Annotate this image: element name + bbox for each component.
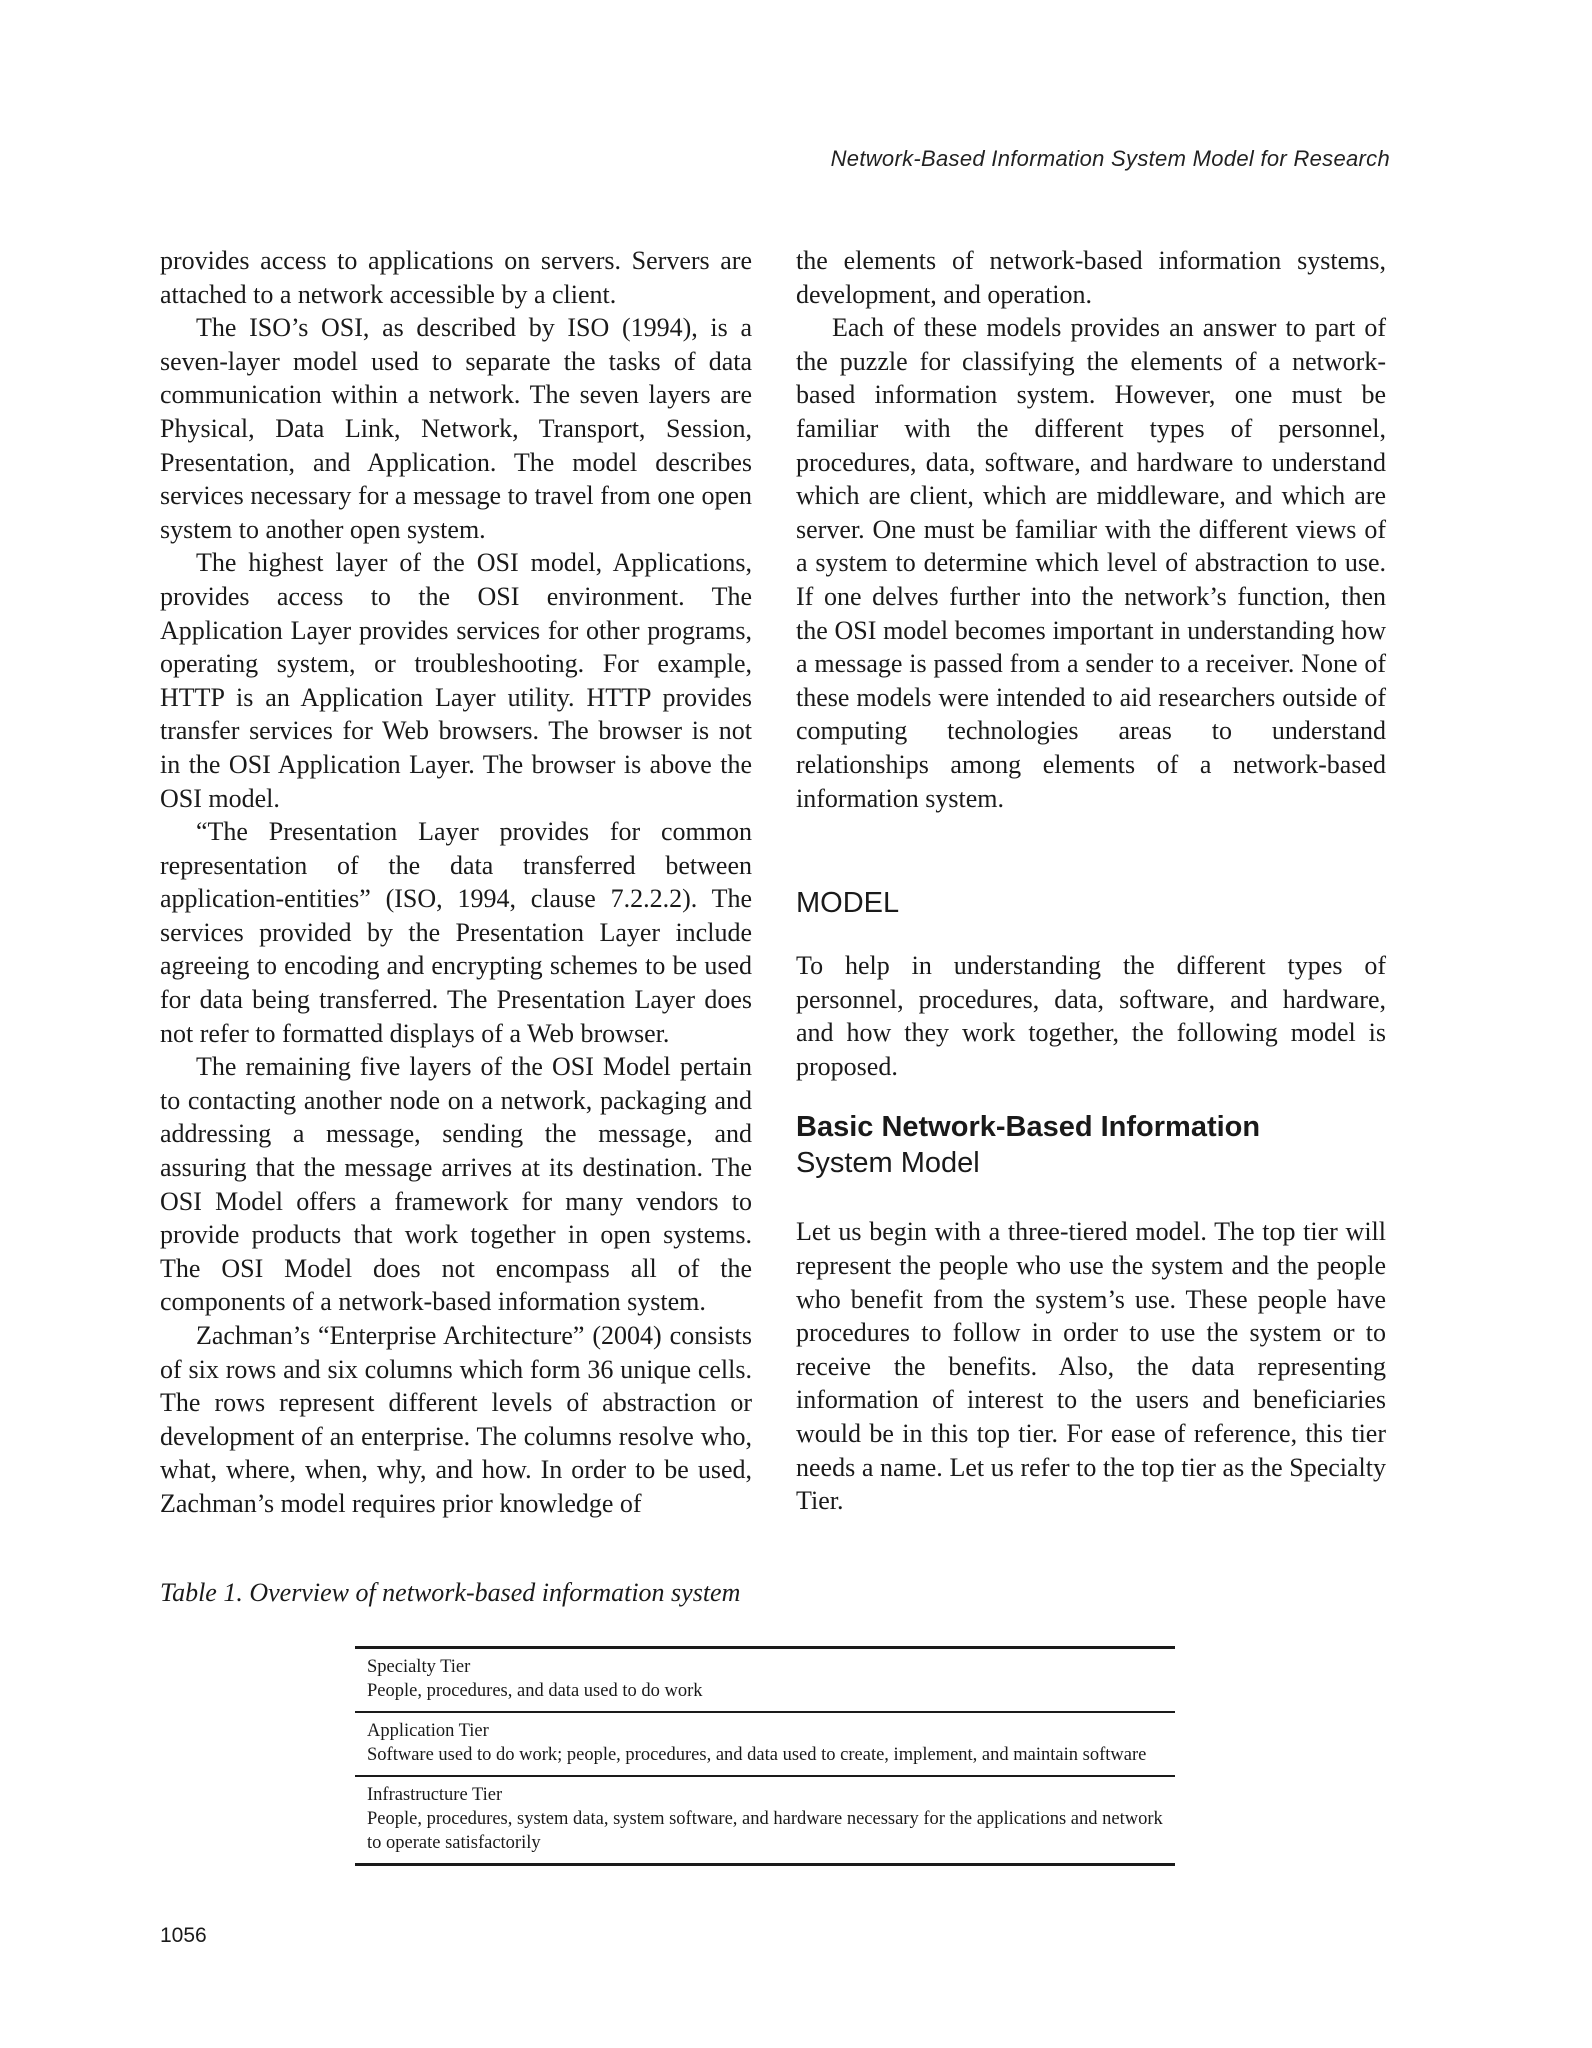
- tier-description: Software used to do work; people, procedures, and data used to create, implement, and maintain software: [367, 1745, 1147, 1765]
- tier-name: Application Tier: [367, 1721, 489, 1741]
- tier-description: People, procedures, system data, system software, and hardware necessary for the applications and network to operate satisfactorily: [367, 1809, 1163, 1853]
- table-row: [355, 1775, 1175, 1863]
- page-number: 1056: [160, 1924, 207, 1947]
- tier-table: [355, 1646, 1175, 1866]
- subsection-heading: [796, 1109, 1386, 1181]
- subsection-heading-bold: Basic Network-Based Information: [796, 1111, 1261, 1144]
- paragraph: “The Presentation Layer provides for common representation of the data transferred between application-entities” (ISO, 1994, clause 7.2.2.2). The services provided by the Presentation Layer include agreeing to encoding and encrypting schemes to be used for data being transferred. The Presentation Layer does not refer to formatted displays of a Web browser.: [160, 817, 752, 1048]
- paragraph: Each of these models provides an answer to part of the puzzle for classifying the elements of a network-based information system. However, one must be familiar with the different types of personnel, procedures, data, software, and hardware to understand which are client, which are middleware, and which are server. One must be familiar with the different views of a system to determine which level of abstraction to use. If one delves further into the network’s function, then the OSI model becomes important in understanding how a message is passed from a sender to a receiver. None of these models were intended to aid researchers outside of computing technologies areas to understand relationships among elements of a network-based information system.: [796, 313, 1386, 813]
- subsection-heading-plain: System Model: [796, 1147, 980, 1180]
- tier-name: Specialty Tier: [367, 1657, 471, 1677]
- running-header: Network-Based Information System Model for Research: [830, 146, 1390, 171]
- table-row: [355, 1649, 1175, 1711]
- paragraph: Zachman’s “Enterprise Architecture” (2004) consists of six rows and six columns which form 36 unique cells. The rows represent different levels of abstraction or development of an enterprise. The columns resolve who, what, where, when, why, and how. In order to be used, Zachman’s model requires prior knowledge of: [160, 1321, 752, 1518]
- table-caption: Table 1. Overview of network-based information system: [160, 1578, 741, 1607]
- paragraph: The highest layer of the OSI model, Applications, provides access to the OSI environment. The Application Layer provides services for other programs, operating system, or troubleshooting. For example, HTTP is an Application Layer utility. HTTP provides transfer services for Web browsers. The browser is not in the OSI Application Layer. The browser is above the OSI model.: [160, 548, 752, 813]
- right-column: [796, 244, 1386, 1518]
- paragraph: Let us begin with a three-tiered model. The top tier will represent the people who use the system and the people who benefit from the system’s use. These people have procedures to follow in order to use the system or to receive the benefits. Also, the data representing information of interest to the users and beneficiaries would be in this top tier. For ease of reference, this tier needs a name. Let us refer to the top tier as the Specialty Tier.: [796, 1217, 1386, 1516]
- tier-description: People, procedures, and data used to do work: [367, 1681, 703, 1701]
- paragraph: provides access to applications on servers. Servers are attached to a network accessible by a client.: [160, 246, 752, 309]
- paragraph: The remaining five layers of the OSI Model pertain to contacting another node on a network, packaging and addressing a message, sending the message, and assuring that the message arrives at its destination. The OSI Model offers a framework for many vendors to provide products that work together in open systems. The OSI Model does not encompass all of the components of a network-based information system.: [160, 1052, 752, 1317]
- tier-name: Infrastructure Tier: [367, 1785, 503, 1805]
- paragraph: the elements of network-based information systems, development, and operation.: [796, 246, 1386, 309]
- paragraph: To help in understanding the different types of personnel, procedures, data, software, and hardware, and how they work together, the following model is proposed.: [796, 951, 1386, 1081]
- section-heading: MODEL: [796, 887, 900, 920]
- paragraph: The ISO’s OSI, as described by ISO (1994), is a seven-layer model used to separate the tasks of data communication within a network. The seven layers are Physical, Data Link, Network, Transport, Session, Presentation, and Application. The model describes services necessary for a message to travel from one open system to another open system.: [160, 313, 752, 544]
- table-row: [355, 1711, 1175, 1775]
- left-column: [160, 244, 752, 1521]
